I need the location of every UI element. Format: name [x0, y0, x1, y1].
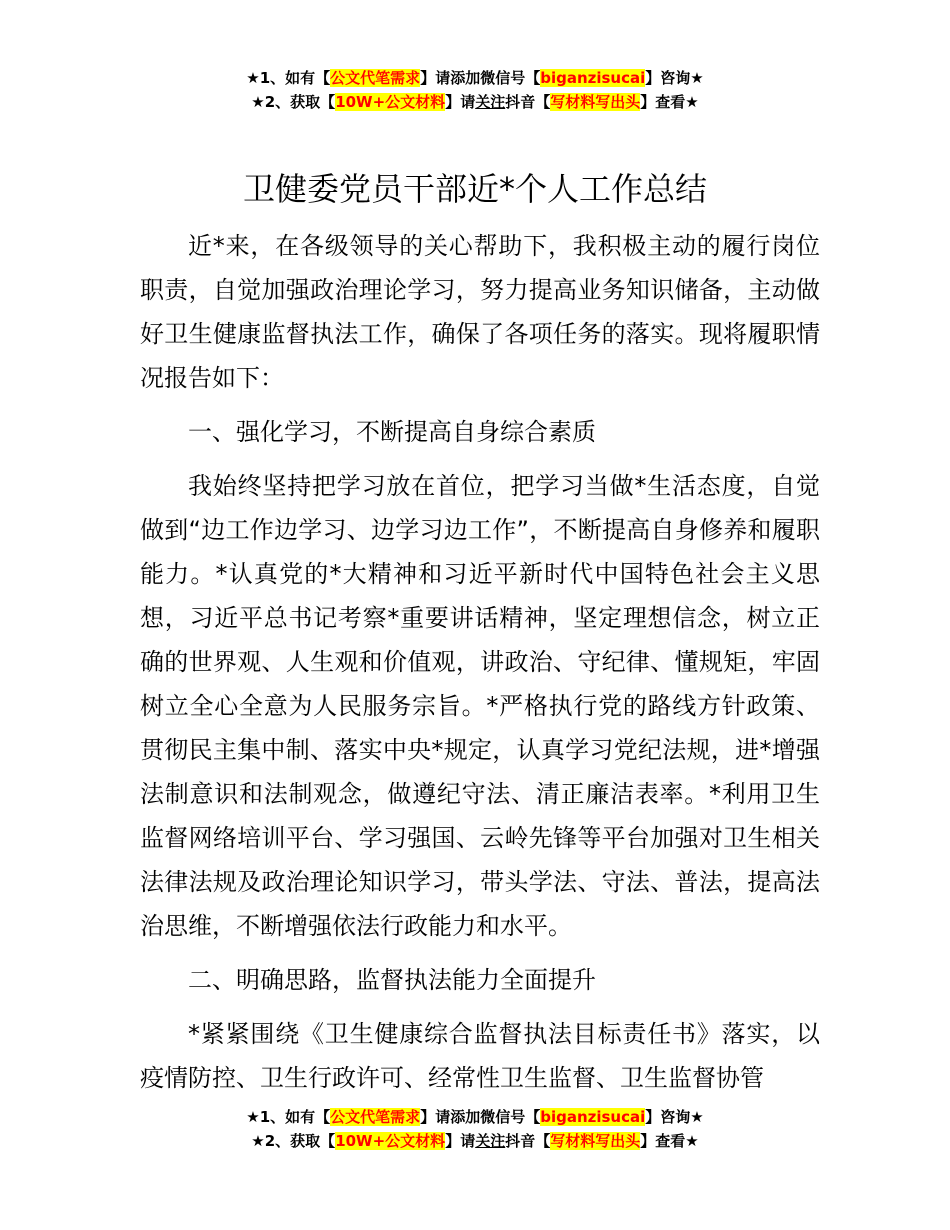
banner-underlined: 关注 — [475, 1132, 506, 1150]
banner-text: ★2、获取【 — [251, 93, 336, 111]
paragraph-intro: 近*来，在各级领导的关心帮助下，我积极主动的履行岗位职责，自觉加强政治理论学习，努力提高业务知识储备，主动做好卫生健康监督执法工作，确保了各项任务的落实。现将履职情况报告如下： — [140, 232, 820, 392]
banner-text: 】咨询★ — [645, 69, 704, 87]
banner-text: 】咨询★ — [645, 1108, 704, 1126]
banner-text: 抖音【 — [505, 93, 551, 111]
banner-text: 】请添加微信号【 — [420, 69, 541, 87]
banner-text: 抖音【 — [505, 1132, 551, 1150]
paragraph-section-2: *紧紧围绕《卫生健康综合监督执法目标责任书》落实，以疫情防控、卫生行政许可、经常性卫生监督、卫生监督协管 — [140, 1020, 820, 1092]
banner-text: 】查看★ — [640, 1132, 699, 1150]
banner-line-1 — [0, 1105, 950, 1129]
banner-text: ★1、如有【 — [246, 69, 331, 87]
banner-highlight: 公文代笔需求 — [330, 1108, 421, 1126]
banner-highlight: 10W+公文材料 — [335, 93, 446, 111]
banner-text: ★1、如有【 — [246, 1108, 331, 1126]
banner-text: 】查看★ — [640, 93, 699, 111]
banner-line-1 — [0, 66, 950, 90]
promo-banner-bottom — [0, 1105, 950, 1153]
banner-text: 】请 — [445, 1132, 476, 1150]
document-title: 卫健委党员干部近*个人工作总结 — [242, 170, 707, 208]
promo-banner-top — [0, 66, 950, 114]
douyin-highlight: 写材料写出头 — [550, 1132, 641, 1150]
banner-highlight: 10W+公文材料 — [335, 1132, 446, 1150]
document-body — [140, 224, 820, 1110]
section-heading-1: 一、强化学习，不断提高自身综合素质 — [188, 418, 596, 446]
banner-line-2 — [0, 1129, 950, 1153]
banner-text: 】请 — [445, 93, 476, 111]
section-heading-2: 二、明确思路，监督执法能力全面提升 — [188, 966, 596, 994]
banner-underlined: 关注 — [475, 93, 506, 111]
banner-text: ★2、获取【 — [251, 1132, 336, 1150]
paragraph-section-1: 我始终坚持把学习放在首位，把学习当做*生活态度，自觉做到“边工作边学习、边学习边工作”，不断提高自身修养和履职能力。*认真党的*大精神和习近平新时代中国特色社会主义思想，习近平总书记考察*重要讲话精神，坚定理想信念，树立正确的世界观、人生观和价值观，讲政治、守纪律、懂规矩，牢固树立全心全意为人民服务宗旨。*严格执行党的路线方针政策、贯彻民主集中制、落实中央*规定，认真学习党纪法规，进*增强法制意识和法制观念，做遵纪守法、清正廉洁表率。*利用卫生监督网络培训平台、学习强国、云岭先锋等平台加强对卫生相关法律法规及政治理论知识学习，带头学法、守法、普法，提高法治思维，不断增强依法行政能力和水平。 — [140, 472, 820, 940]
wechat-id-highlight: biganzisucai — [540, 69, 646, 87]
banner-text: 】请添加微信号【 — [420, 1108, 541, 1126]
banner-line-2 — [0, 90, 950, 114]
douyin-highlight: 写材料写出头 — [550, 93, 641, 111]
wechat-id-highlight: biganzisucai — [540, 1108, 646, 1126]
banner-highlight: 公文代笔需求 — [330, 69, 421, 87]
